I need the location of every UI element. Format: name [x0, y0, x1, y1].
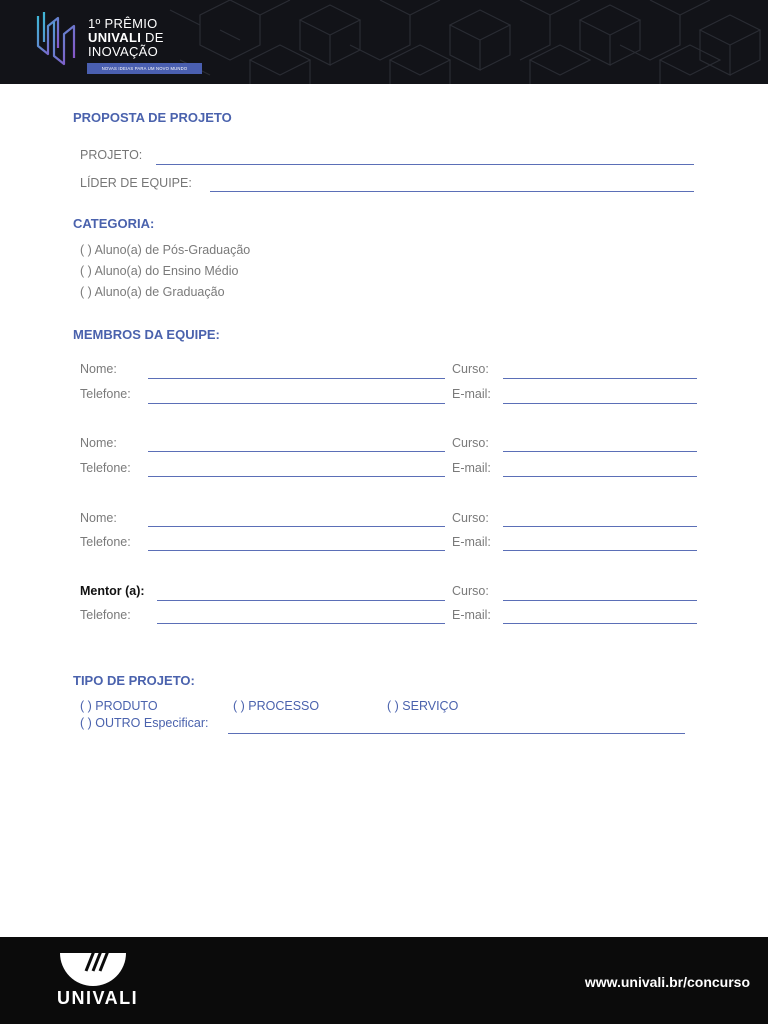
member3-email-field[interactable] — [503, 550, 697, 551]
member2-curso-field[interactable] — [503, 451, 697, 452]
header-banner — [0, 0, 768, 84]
mentor-email-label: E-mail: — [452, 608, 491, 622]
mentor-telefone-label: Telefone: — [80, 608, 131, 622]
membros-title: MEMBROS DA EQUIPE: — [73, 327, 220, 342]
mentor-curso-field[interactable] — [503, 600, 697, 601]
member1-curso-label: Curso: — [452, 362, 489, 376]
member1-curso-field[interactable] — [503, 378, 697, 379]
mentor-telefone-field[interactable] — [157, 623, 445, 624]
member2-curso-label: Curso: — [452, 436, 489, 450]
member1-telefone-label: Telefone: — [80, 387, 131, 401]
lider-field[interactable] — [210, 191, 694, 192]
member1-nome-field[interactable] — [148, 378, 445, 379]
form-title: PROPOSTA DE PROJETO — [73, 110, 232, 125]
mentor-email-field[interactable] — [503, 623, 697, 624]
logo-text-line1: 1º PRÊMIO — [88, 16, 158, 31]
categoria-option-graduacao[interactable]: ( ) Aluno(a) de Graduação — [80, 285, 225, 299]
tipo-option-servico[interactable]: ( ) SERVIÇO — [387, 699, 459, 713]
member2-email-field[interactable] — [503, 476, 697, 477]
member2-email-label: E-mail: — [452, 461, 491, 475]
member3-telefone-field[interactable] — [148, 550, 445, 551]
mentor-field[interactable] — [157, 600, 445, 601]
footer-url-link[interactable]: www.univali.br/concurso — [584, 974, 750, 990]
logo-text-line2 — [88, 31, 164, 45]
member2-telefone-label: Telefone: — [80, 461, 131, 475]
member3-email-label: E-mail: — [452, 535, 491, 549]
categoria-title: CATEGORIA: — [73, 216, 155, 231]
mentor-curso-label: Curso: — [452, 584, 489, 598]
member3-curso-field[interactable] — [503, 526, 697, 527]
member3-telefone-label: Telefone: — [80, 535, 131, 549]
member1-email-label: E-mail: — [452, 387, 491, 401]
logo-text-de: DE — [141, 30, 164, 45]
member3-nome-field[interactable] — [148, 526, 445, 527]
logo-text-univali: UNIVALI — [88, 30, 142, 45]
tipo-option-processo[interactable]: ( ) PROCESSO — [233, 699, 320, 713]
member2-telefone-field[interactable] — [148, 476, 445, 477]
member3-nome-label: Nome: — [80, 511, 117, 525]
tipo-option-produto[interactable]: ( ) PRODUTO — [80, 699, 158, 713]
outro-especificar-field[interactable] — [228, 733, 685, 734]
premio-logo-icon — [32, 8, 80, 68]
univali-logo-icon — [56, 949, 130, 989]
footer-brand: UNIVALI — [57, 988, 139, 1008]
tipo-title: TIPO DE PROJETO: — [73, 673, 195, 688]
projeto-label: PROJETO: — [80, 148, 143, 162]
member1-email-field[interactable] — [503, 403, 697, 404]
tipo-option-outro[interactable]: ( ) OUTRO Especificar: — [80, 716, 209, 730]
categoria-option-pos[interactable]: ( ) Aluno(a) de Pós-Graduação — [80, 243, 251, 257]
member3-curso-label: Curso: — [452, 511, 489, 525]
projeto-field[interactable] — [156, 164, 694, 165]
member1-nome-label: Nome: — [80, 362, 117, 376]
mentor-label: Mentor (a): — [80, 584, 145, 598]
member1-telefone-field[interactable] — [148, 403, 445, 404]
member2-nome-label: Nome: — [80, 436, 117, 450]
footer-bar — [0, 937, 768, 1024]
logo-text-line3: INOVAÇÃO — [88, 44, 159, 59]
logo-tagline: NOVAS IDEIAS PARA UM NOVO MUNDO — [87, 63, 202, 74]
categoria-option-medio[interactable]: ( ) Aluno(a) do Ensino Médio — [80, 264, 239, 278]
member2-nome-field[interactable] — [148, 451, 445, 452]
lider-label: LÍDER DE EQUIPE: — [80, 176, 192, 190]
